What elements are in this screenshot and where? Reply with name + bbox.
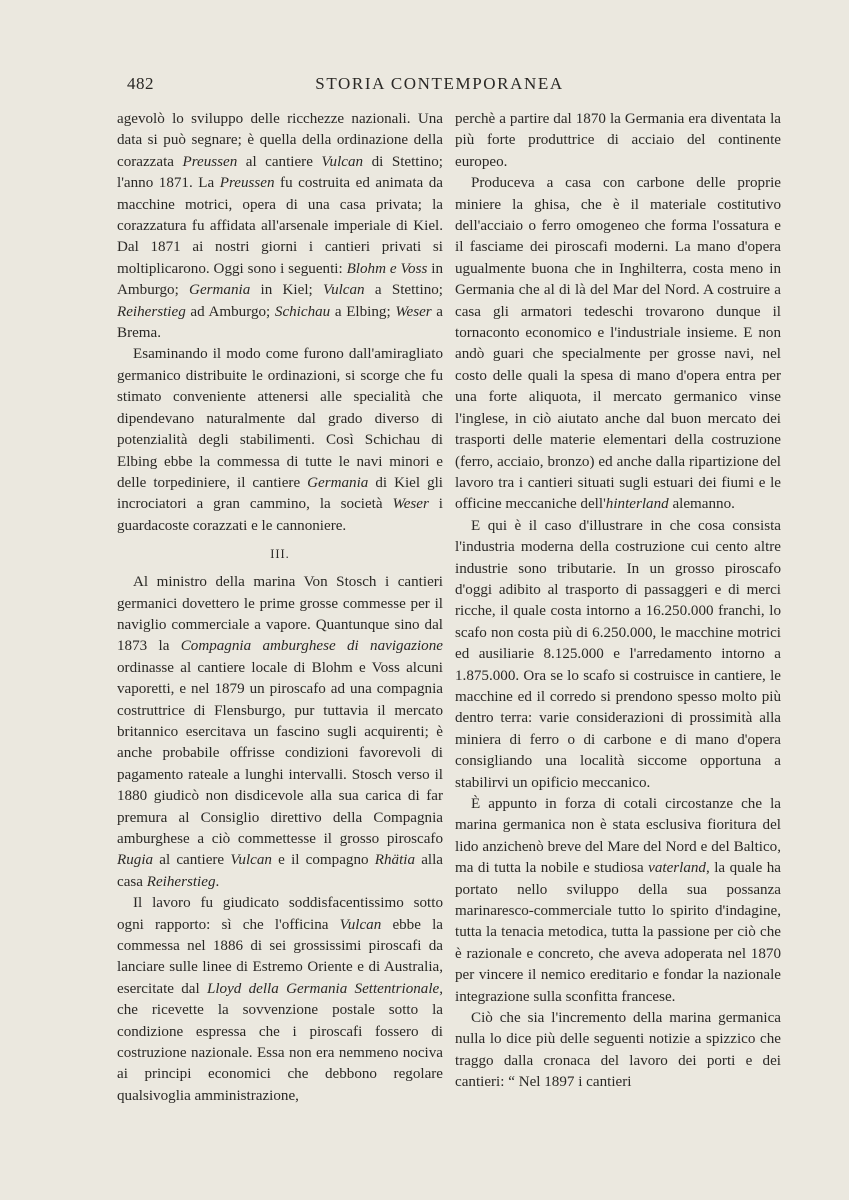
paragraph: agevolò lo sviluppo delle ricchezze nazionali. Una data si può segnare; è quella della ordinazione della corazzata Preussen al cantiere Vulcan di Stettino; l'anno 1871. La Preussen fu costruita ed animata da macchine motrici, opera di una casa privata; la corazzatura fu affidata all'arsenale imperiale di Kiel. Dal 1871 ai nostri giorni i cantieri privati si moltiplicarono. Oggi sono i seguenti: Blohm e Voss in Amburgo; Germania in Kiel; Vulcan a Stettino; Reiherstieg ad Amburgo; Schichau a Elbing; Weser a Brema. (117, 111, 444, 342)
paragraph: Ciò che sia l'incremento della marina germanica nulla lo dice più delle seguenti notizie a spizzico che traggo dalla cronaca del lavoro dei porti e dei cantieri: “ Nel 1897 i cantieri (455, 1010, 781, 1091)
page-number: 482 (127, 74, 154, 93)
paragraph: Esaminando il modo come furono dall'amiragliato germanico distribuite le ordinazioni, si scorge che fu stimato conveniente attenersi alle specialità che dipendevano naturalmente dal grado diverso di potenzialità degli stabilimenti. Così Schichau di Elbing ebbe la commessa di tutte le navi minori e delle torpediniere, il cantiere Germania di Kiel gli incrociatori a gran cammino, la società Weser i guardacoste corazzati e le cannoniere. (117, 346, 444, 534)
paragraph: perchè a partire dal 1870 la Germania era diventata la più forte produttrice di acciaio del continente europeo. (455, 111, 781, 170)
paragraph: E qui è il caso d'illustrare in che cosa consista l'industria moderna della costruzione cui cento altre industrie sono tributarie. In un grosso piroscafo d'oggi adibito al trasporto di passaggeri e di merci ricche, il quale costa intorno a 16.250.000 franchi, lo scafo non costa più di 6.250.000, le macchine motrici ed ausiliarie 8.125.000 e l'arredamento intorno a 1.875.000. Ora se lo scafo si costruisce in cantiere, le macchine ed il corredo si prendono spesso molto più dentro terra: varie considerazioni di prossimità alla miniera di ferro o di carbone e di mano d'opera consigliando una località siccome opportuna a stabilirvi un opificio meccanico. (455, 517, 781, 791)
left-column (117, 109, 443, 1107)
paragraph: Produceva a casa con carbone delle proprie miniere la ghisa, che è il materiale costitutivo dell'acciaio o ferro omogeneo che forma l'ossatura e il fasciame dei piroscafi moderni. La mano d'opera ugualmente buona che in Inghilterra, costa meno in Germania che al di là del Mar del Nord. A costruire a casa gli armatori tedeschi trovarono dunque il tornaconto economico e l'industriale insieme. E non andò guari che specialmente per grosse navi, nel costo delle quali la spesa di mano d'opera entra per una forte aliquota, il mercato germanico vinse l'inglese, in ciò aiutato anche dal buon mercato dei trasporti delle materie elementari della costruzione (ferro, acciaio, bronzo) ed anche dalla ripartizione del lavoro tra i cantieri situati sugli estuari dei fiumi e le officine meccaniche dell'hinterland alemanno. (455, 175, 781, 513)
right-column (455, 109, 781, 1094)
section-number: III. (270, 547, 290, 562)
paragraph: Il lavoro fu giudicato soddisfacentissimo sotto ogni rapporto: sì che l'officina Vulcan ebbe la commessa nel 1886 di sei grossissimi piroscafi da lanciare sulle linee di Estremo Oriente e di Australia, esercitate dal Lloyd della Germania Settentrionale, che ricevette la sovvenzione postale sotto la condizione espressa che i piroscafi fossero di costruzione nazionale. Essa non era nemmeno nociva ai principi economici che debbono regolare qualsivoglia amministrazione, (117, 895, 444, 1104)
paragraph: Al ministro della marina Von Stosch i cantieri germanici dovettero le prime grosse commesse per il naviglio commerciale a vapore. Quantunque sino dal 1873 la Compagnia amburghese di navigazione ordinasse al cantiere locale di Blohm e Voss alcuni vaporetti, e nel 1879 un piroscafo ad una compagnia costruttrice di Flensburgo, pur tuttavia il mercato britannico esercitava un fascino sugli acquirenti; è anche probabile offrisse condizioni favorevoli di pagamento rateale a lunghi intervalli. Stosch verso il 1880 giudicò non disdicevole alla sua carica di far premura al Consiglio direttivo della Compagnia amburghese a ciò commettesse il grosso piroscafo Rugia al cantiere Vulcan e il compagno Rhätia alla casa Reiherstieg. (117, 574, 443, 890)
paragraph: È appunto in forza di cotali circostanze che la marina germanica non è stata esclusiva fioritura del lido anzichenò breve del Mare del Nord e del Baltico, ma di tutta la nobile e studiosa vaterland, la quale ha portato nello sviluppo della sua possanza marinaresco-commerciale tutto lo spirito d'indagine, tutta la tenacia metodica, tutta la passione per ciò che è razionale e concreto, che aveva adoperata nel 1870 per vincere il nemico ereditario e fondar la nazionale integrazione sulla sconfitta francese. (455, 796, 782, 1005)
running-title: STORIA CONTEMPORANEA (315, 74, 564, 93)
